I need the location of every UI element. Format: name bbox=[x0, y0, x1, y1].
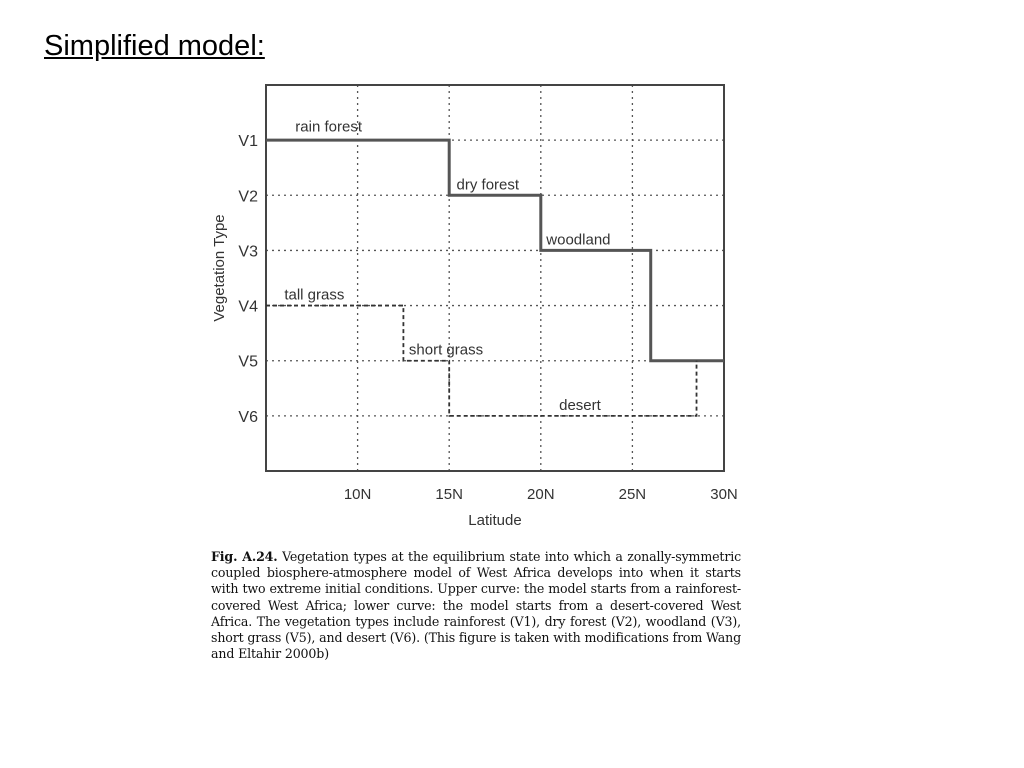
figure-caption bbox=[211, 549, 741, 662]
slide-title: Simplified model: bbox=[44, 30, 265, 62]
x-tick-label: 20N bbox=[527, 486, 555, 503]
x-axis-label: Latitude bbox=[468, 512, 522, 529]
annotation-label: woodland bbox=[546, 231, 611, 249]
y-tick-label: V3 bbox=[238, 243, 258, 261]
x-tick-label: 10N bbox=[343, 486, 372, 503]
x-tick-label: 30N bbox=[710, 486, 738, 503]
grid-layer bbox=[266, 85, 724, 471]
annotations-layer bbox=[284, 118, 610, 413]
lower-curve-line bbox=[266, 306, 697, 416]
y-tick-label: V4 bbox=[238, 298, 258, 316]
annotation-label: rain forest bbox=[295, 118, 363, 136]
plot-frame bbox=[266, 85, 724, 471]
caption-text: Vegetation types at the equilibrium state into which a zonally-symmetric coupled biosphere-atmosphere model of West Africa develops into when it starts with two extreme initial conditions. Upper curve: the model starts from a rainforest-covered West Africa; lower curve: the model starts from a desert-covered West Africa. The vegetation types include rainforest (V1), dry forest (V2), woodland (V3), short grass (V5), and desert (V6). (This figure is taken with modifications from Wang and Eltahir 2000b) bbox=[211, 549, 741, 662]
x-tick-label: 15N bbox=[435, 486, 463, 503]
y-tick-label: V1 bbox=[238, 133, 258, 151]
y-axis-label: Vegetation Type bbox=[211, 214, 228, 322]
caption-label: Fig. A.24. bbox=[211, 549, 278, 564]
annotation-label: short grass bbox=[408, 341, 484, 359]
y-tick-label: V6 bbox=[238, 408, 258, 426]
annotation-label: dry forest bbox=[456, 176, 520, 194]
annotation-label: tall grass bbox=[284, 286, 345, 304]
y-tick-label: V2 bbox=[238, 188, 258, 206]
x-tick-label: 25N bbox=[618, 486, 647, 503]
y-tick-label: V5 bbox=[238, 353, 258, 371]
annotation-label: desert bbox=[559, 396, 601, 414]
